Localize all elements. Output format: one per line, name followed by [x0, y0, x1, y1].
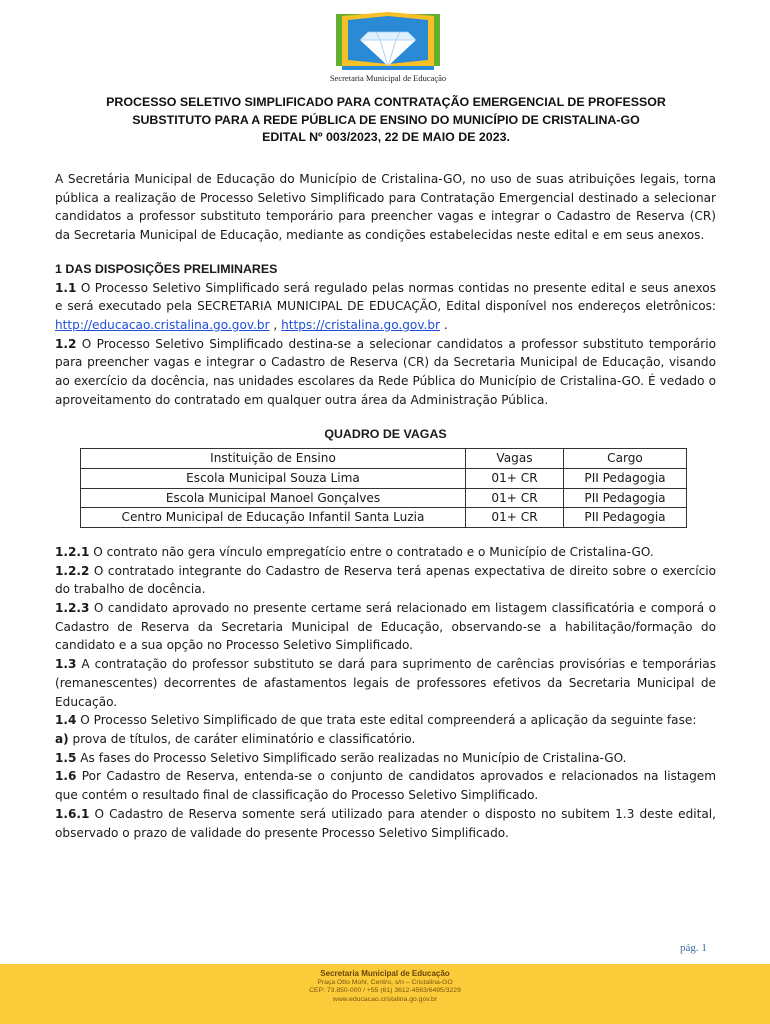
item-number: 1.2 [55, 336, 77, 351]
item-number: 1.3 [55, 657, 77, 672]
item-number: 1.5 [55, 750, 77, 765]
item-text: O contratado integrante do Cadastro de Reserva terá apenas expectativa de direito sobre o exercício do trabalho de docência. [55, 563, 716, 597]
item-text: O Processo Seletivo Simplificado de que trata este edital compreenderá a aplicação da seguinte fase: [76, 713, 697, 728]
link-separator: , [269, 317, 282, 332]
page-number: pág. 1 [680, 942, 707, 954]
table-cell: 01+ CR [466, 468, 564, 488]
table-cell: Escola Municipal Manoel Gonçalves [81, 488, 466, 508]
table-cell: 01+ CR [466, 508, 564, 528]
item-1-3 [55, 655, 716, 711]
column-header-vagas: Vagas [466, 449, 564, 469]
item-1-6 [55, 767, 716, 804]
table-row [81, 488, 687, 508]
section-heading: 1 DAS DISPOSIÇÕES PRELIMINARES [55, 261, 278, 276]
column-header-institution: Instituição de Ensino [81, 449, 466, 469]
item-text: O Processo Seletivo Simplificado destina-se a selecionar candidatos a professor substituto temporário para preencher vagas e integrar o Cadastro de Reserva (CR) da Secretaria Municipal de Educação, visando ao exercício da docência, nas unidades escolares da Rede Pública do Município de Cristalina-GO. É vedado o aproveitamento do contratado em qualquer outra área da Administração Pública. [55, 336, 716, 407]
sentence-end: . [440, 317, 448, 332]
item-a [55, 730, 716, 749]
item-1-2-1 [55, 543, 716, 562]
logo-caption: Secretaria Municipal de Educação [329, 73, 447, 83]
table-cell: Escola Municipal Souza Lima [81, 468, 466, 488]
paragraph-1-1 [55, 279, 716, 335]
title-line-2: SUBSTITUTO PARA A REDE PÚBLICA DE ENSINO DO MUNICÍPIO DE CRISTALINA-GO [132, 112, 640, 127]
item-number: 1.2.2 [55, 563, 90, 578]
footer-org-name: Secretaria Municipal de Educação [320, 969, 450, 978]
title-line-1: PROCESSO SELETIVO SIMPLIFICADO PARA CONTRATAÇÃO EMERGENCIAL DE PROFESSOR [106, 95, 666, 109]
item-number: 1.4 [55, 713, 77, 728]
intro-paragraph: A Secretária Municipal de Educação do Município de Cristalina-GO, no uso de suas atribuições legais, torna pública a realização de Processo Seletivo Simplificado para Contratação Emergencial destinado a selecionar candidatos a professor substituto temporário para preencher vagas e integrar o Cadastro de Reserva (CR) da Secretaria Municipal de Educação, mediante as condições estabelecidas neste edital e em seus anexos. [55, 172, 716, 243]
item-number: 1.1 [55, 280, 77, 295]
table-cell: 01+ CR [466, 488, 564, 508]
document-body [55, 170, 716, 842]
item-1-5 [55, 749, 716, 768]
table-header-row [81, 449, 687, 469]
item-text: A contratação do professor substituto se dará para suprimento de carências provisórias e temporárias (remanescentes) decorrentes de afastamentos legais de professores efetivos da Secretaria Municipal de Educação. [55, 657, 716, 709]
title-line-3: EDITAL Nº 003/2023, 22 DE MAIO DE 2023. [262, 130, 510, 144]
footer-contact: CEP: 73.850-000 / +55 (61) 3612-4563/6495/3229 [309, 987, 461, 995]
item-text: O candidato aprovado no presente certame será relacionado em listagem classificatória e comporá o Cadastro de Reserva da Secretaria Municipal de Educação, observando-se a habilitação/formação do candidato e a sua opção no Processo Seletivo Simplificado. [55, 601, 716, 653]
item-1-6-1 [55, 805, 716, 842]
table-cell: PII Pedagogia [564, 508, 687, 528]
footer-text [0, 970, 770, 1004]
footer-address: Praça Otto Mohr, Centro, s/n – Cristalina-GO [317, 978, 453, 986]
education-site-link[interactable]: http://educacao.cristalina.go.gov.br [55, 317, 270, 332]
item-text: O Processo Seletivo Simplificado será regulado pelas normas contidas no presente edital e seus anexos e será executado pela SECRETARIA MUNICIPAL DE EDUCAÇÃO, Edital disponível nos endereços eletrônicos: [55, 280, 716, 314]
item-number: 1.6.1 [55, 806, 90, 821]
item-text: O contrato não gera vínculo empregatício entre o contratado e o Município de Cristalina-GO. [89, 544, 654, 559]
city-site-link[interactable]: https://cristalina.go.gov.br [281, 317, 441, 332]
vagas-table-title: QUADRO DE VAGAS [324, 427, 447, 442]
document-title [52, 94, 720, 147]
footer-website: www.educacao.cristalina.go.gov.br [332, 995, 438, 1003]
table-row [81, 468, 687, 488]
item-text: O Cadastro de Reserva somente será utilizado para atender o disposto no subitem 1.3 deste edital, observado o prazo de validade do presente Processo Seletivo Simplificado. [55, 806, 716, 840]
table-cell: PII Pedagogia [564, 488, 687, 508]
vagas-table [80, 448, 687, 528]
item-number: 1.2.1 [55, 544, 90, 559]
item-number: 1.6 [55, 769, 77, 784]
table-cell: PII Pedagogia [564, 468, 687, 488]
paragraph-1-2 [55, 335, 716, 410]
table-cell: Centro Municipal de Educação Infantil Santa Luzia [81, 508, 466, 528]
item-text: As fases do Processo Seletivo Simplificado serão realizadas no Município de Cristalina-GO. [76, 750, 627, 765]
column-header-cargo: Cargo [564, 449, 687, 469]
item-text: Por Cadastro de Reserva, entenda-se o conjunto de candidatos aprovados e relacionados na listagem que contém o resultado final de classificação do Processo Seletivo Simplificado. [55, 769, 716, 803]
item-1-2-2 [55, 562, 716, 599]
footer-band [0, 964, 770, 1024]
item-number: 1.2.3 [55, 601, 90, 616]
table-row [81, 508, 687, 528]
item-number: a) [55, 731, 69, 746]
item-text: prova de títulos, de caráter eliminatório e classificatório. [68, 731, 416, 746]
item-1-2-3 [55, 599, 716, 655]
item-1-4 [55, 711, 716, 730]
